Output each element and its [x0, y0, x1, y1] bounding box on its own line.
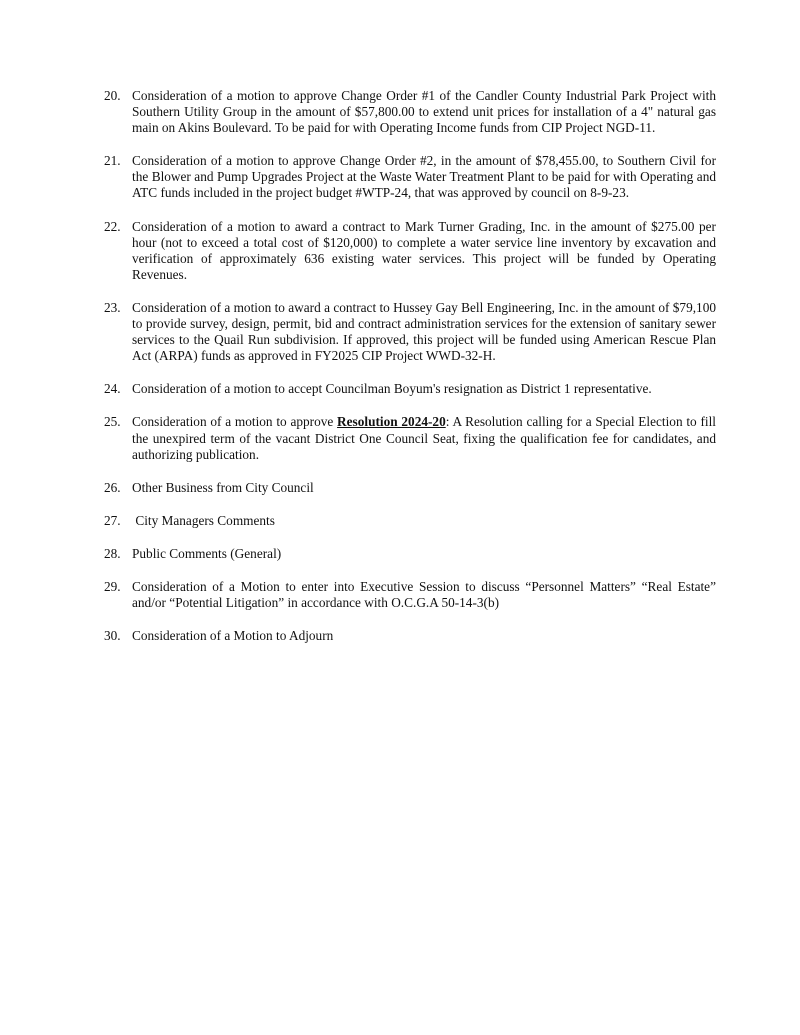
item-number: 21.: [104, 153, 121, 169]
agenda-item-20: [104, 88, 716, 136]
agenda-item-23: [104, 300, 716, 364]
item-number: 22.: [104, 218, 121, 234]
agenda-item-26: [104, 480, 716, 496]
agenda-item-22: [104, 219, 716, 283]
agenda-item-24: [104, 381, 716, 397]
item-text: Consideration of a motion to approve Change Order #1 of the Candler County Industrial Park Project with Southern Utility Group in the amount of $57,800.00 to extend unit prices for installation of a 4" natural gas main on Akins Boulevard. To be paid for with Operating Income funds from CIP Project NGD-11.: [132, 88, 716, 136]
item-number: 26.: [104, 479, 121, 495]
item-number: 28.: [104, 545, 121, 561]
item-text: Consideration of a motion to award a contract to Hussey Gay Bell Engineering, Inc. in the amount of $79,100 to provide survey, design, permit, bid and contract administration services for the extension of sanitary sewer services to the Quail Run subdivision. If approved, this project will be funded using American Rescue Plan Act (ARPA) funds as approved in FY2025 CIP Project WWD-32-H.: [132, 299, 716, 364]
item-text: Consideration of a motion to award a contract to Mark Turner Grading, Inc. in the amount of $275.00 per hour (not to exceed a total cost of $120,000) to complete a water service line inventory by excavation and verification of approximately 636 existing water services. This project will be funded by Operating Revenues.: [132, 218, 716, 282]
agenda-item-30: [104, 628, 716, 644]
item-number: 27.: [104, 512, 121, 528]
item-number: 29.: [104, 578, 121, 594]
item-text: Consideration of a motion to accept Councilman Boyum's resignation as District 1 representative.: [132, 381, 652, 397]
agenda-item-28: [104, 546, 716, 562]
agenda-item-27: [104, 513, 716, 529]
item-text: Consideration of a Motion to Adjourn: [132, 628, 334, 644]
item-text: Other Business from City Council: [132, 479, 314, 495]
item-text: [132, 414, 716, 462]
resolution-2024-20-link[interactable]: Resolution 2024-20: [337, 414, 446, 430]
item-number: 25.: [104, 414, 121, 430]
item-text: Public Comments (General): [132, 545, 282, 561]
item-text-after: : A Resolution calling for a Special Election to fill the unexpired term of the vacant District One Council Seat, fixing the qualification fee for candidates, and authorizing publication.: [132, 414, 716, 462]
item-number: 24.: [104, 381, 121, 397]
item-text: Consideration of a Motion to enter into Executive Session to discuss “Personnel Matters” “Real Estate” and/or “Potential Litigation” in accordance with O.C.G.A 50-14-3(b): [132, 578, 716, 611]
item-text: City Managers Comments: [132, 512, 275, 528]
agenda-list: [104, 88, 716, 661]
agenda-item-21: [104, 153, 716, 201]
item-text-before: Consideration of a motion to approve: [132, 414, 338, 430]
item-text: Consideration of a motion to approve Change Order #2, in the amount of $78,455.00, to Southern Civil for the Blower and Pump Upgrades Project at the Waste Water Treatment Plant to be paid for with Operating and ATC funds included in the project budget #WTP-24, that was approved by council on 8-9-23.: [132, 153, 716, 201]
item-number: 30.: [104, 628, 121, 644]
agenda-item-25: [104, 414, 716, 462]
agenda-item-29: [104, 579, 716, 611]
item-number: 23.: [104, 299, 121, 315]
item-number: 20.: [104, 88, 121, 103]
